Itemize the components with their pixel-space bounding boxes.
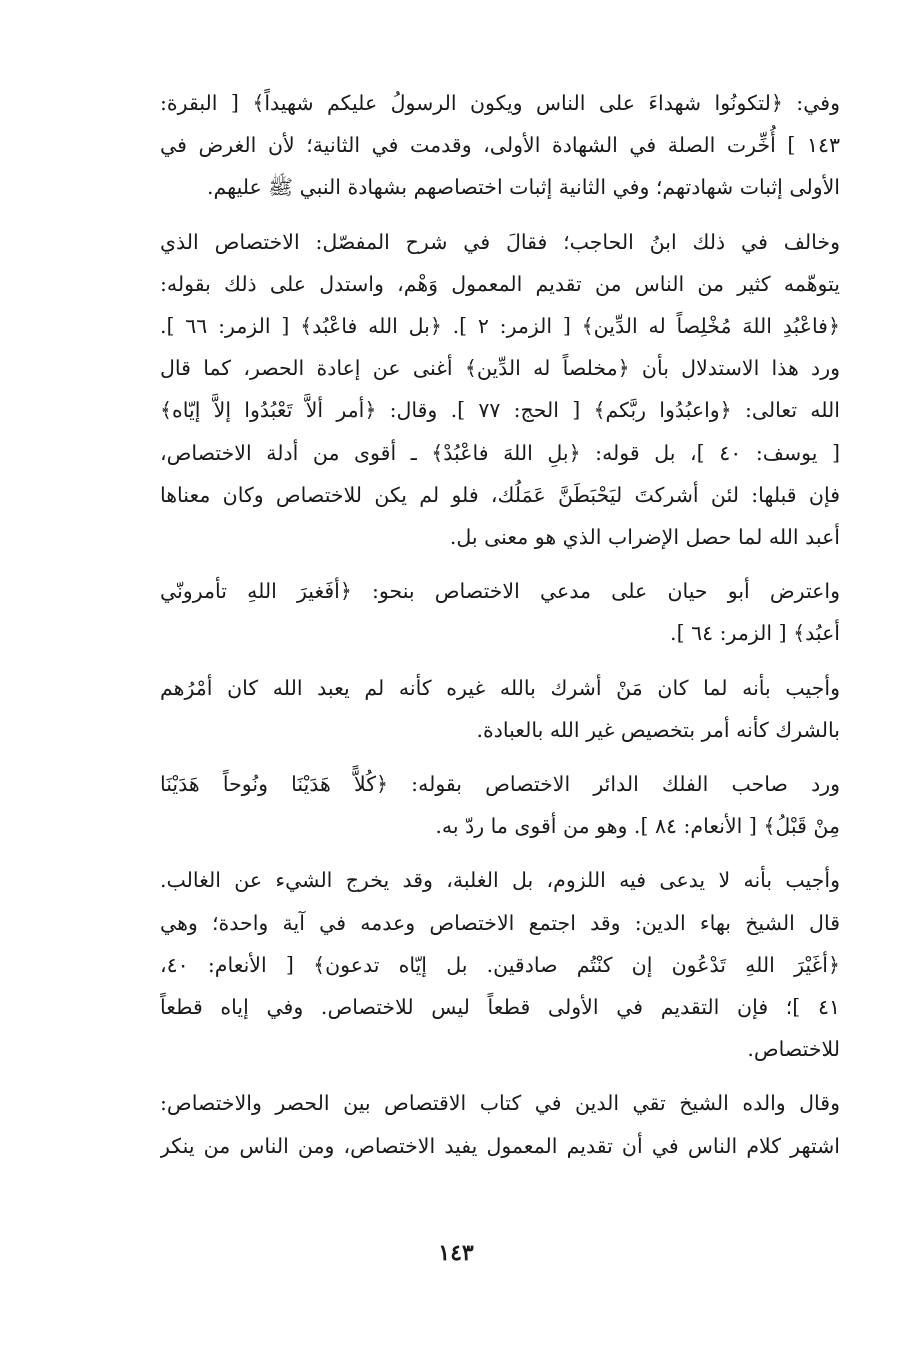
text-line: قال الشيخ بهاء الدين: وقد اجتمع الاختصاص وعدمه في آية واحدة؛ وهي [160,910,840,935]
text-line: الله تعالى: ﴿واعبُدُوا ربَّكم﴾ [ الحج: ٧٧ ]. وقال: ﴿أمر ألاَّ تَعْبُدُوا إلاَّ إيّاه﴾ [160,398,840,423]
paragraph [160,859,840,1070]
text-line: اشتهر كلام الناس في أن تقديم المعمول يفيد الاختصاص، ومن الناس من ينكر [160,1133,840,1158]
main-text [160,82,840,1179]
text-line: ﴿فاعْبُدِ اللهَ مُخْلِصاً له الدِّين﴾ [ الزمر: ٢ ]. ﴿بل الله فاعْبُد﴾ [ الزمر: ٦٦ ]. [160,314,840,339]
paragraph [160,570,840,654]
text-line: بالشرك كأنه أمر بتخصيص غير الله بالعبادة. [476,717,840,742]
text-line: وفي: ﴿لتكونُوا شهداءَ على الناس ويكون الرسولُ عليكم شهيداً﴾ [ البقرة: [160,91,840,115]
text-line: يتوهّمه كثير من الناس من تقديم المعمول وَهْم، واستدل على ذلك بقوله: [160,271,840,296]
paragraph [160,763,840,847]
text-line: ١٤٣ ] أُخِّرت الصلة في الشهادة الأولى، وقدمت في الثانية؛ لأن الغرض في [160,133,840,158]
text-line: ٤١ ]؛ فإن التقديم في الأولى قطعاً ليس للاختصاص. وفي إياه قطعاً [160,995,840,1020]
text-line: ﴿أغَيْرَ اللهِ تَدْعُون إن كنْتُم صادقين. بل إيّاه تدعون﴾ [ الأنعام: ٤٠، [160,952,840,977]
text-line: أعبُد﴾ [ الزمر: ٦٤ ]. [670,621,840,646]
text-line: الأولى إثبات شهادتهم؛ وفي الثانية إثبات اختصاصهم بشهادة النبي ﷺ عليهم. [206,175,840,200]
paragraph [160,667,840,751]
paragraph [160,221,840,559]
text-line: ورد هذا الاستدلال بأن ﴿مخلصاً له الدِّين﴾ أغنى عن إعادة الحصر، كما قال [160,356,840,381]
text-line: أعبد الله لما حصل الإضراب الذي هو معنى بل. [449,525,840,550]
text-line: [ يوسف: ٤٠ ]، بل قوله: ﴿بلِ اللهَ فاعْبُدْ﴾ ـ أقوى من أدلة الاختصاص، [160,440,840,465]
text-line: مِنْ قَبْلُ﴾ [ الأنعام: ٨٤ ]. وهو من أقوى ما ردّ به. [435,814,840,839]
text-line: وقال والده الشيخ تقي الدين في كتاب الاقتصاص بين الحصر والاختصاص: [160,1091,840,1116]
paragraph [160,82,840,209]
paragraph [160,1082,840,1166]
text-line: وأجيب بأنه لا يدعى فيه اللزوم، بل الغلبة، وقد يخرج الشيء عن الغالب. [160,868,840,893]
text-line: ورد صاحب الفلك الدائر الاختصاص بقوله: ﴿كُلاًّ هَدَيْنَا ونُوحاً هَدَيْنَا [160,772,840,797]
text-line: واعترض أبو حيان على مدعي الاختصاص بنحو: ﴿أفَغيرَ اللهِ تأمرونّي [160,579,840,604]
text-line: وأجيب بأنه لما كان مَنْ أشرك بالله غيره كأنه لم يعبد الله كان أمْرُهم [160,675,840,700]
page-number: ١٤٣ [438,1240,474,1266]
text-line: فإن قبلها: لئن أشركتَ ليَحْبَطَنَّ عَمَلُك، فلو لم يكن للاختصاص وكان معناها [160,482,840,507]
text-line: للاختصاص. [747,1037,840,1062]
text-line: وخالف في ذلك ابنُ الحاجب؛ فقالَ في شرح المفصّل: الاختصاص الذي [160,229,840,254]
